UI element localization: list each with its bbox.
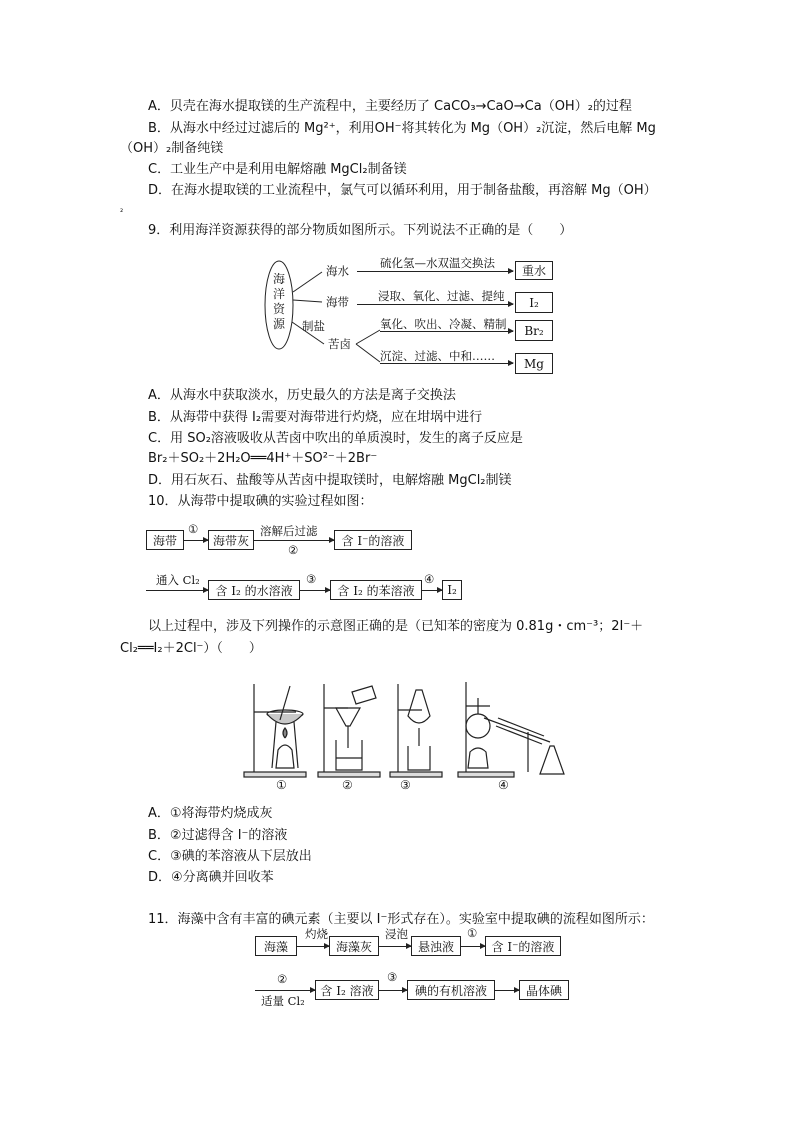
- q9-option-d: D．用石灰石、盐酸等从苦卤中提取镁时，电解熔融 MgCl₂制镁: [148, 473, 512, 488]
- q9-salt-making-label: 制盐: [302, 319, 325, 333]
- q11-flow1-step2: 浸泡: [385, 927, 408, 941]
- q9-route1-arrow: [357, 271, 513, 272]
- q10-flow-row2: [146, 572, 466, 604]
- q11-flow2-lead-bottom: 适量 Cl₂: [261, 994, 305, 1008]
- q10-apparatus-label-2: ②: [342, 778, 353, 792]
- q11-flow1-box1: 海藻: [255, 936, 297, 956]
- q11-flow2-arrow2: [495, 990, 519, 991]
- q8-option-d-line1: D．在海水提取镁的工业流程中，氯气可以循环利用，用于制备盐酸，再溶解 Mg（OH）: [148, 183, 657, 198]
- q9-route3-label: 氧化、吹出、冷凝、精制: [380, 317, 507, 331]
- q11-flow2-box1: 含 I₂ 溶液: [315, 980, 379, 1000]
- q9-source-label: 海洋资源: [272, 272, 285, 331]
- q10-flow2-step3: ③: [306, 572, 317, 586]
- q10-apparatus-drawing: [240, 676, 570, 794]
- q10-flow2-arrow2: [422, 590, 442, 591]
- q10-flow2-lead: 通入 Cl₂: [156, 573, 200, 587]
- q9-route2-label: 浸取、氧化、过滤、提纯: [378, 289, 505, 303]
- q9-option-c-line2: Br₂＋SO₂＋2H₂O══4H⁺＋SO²⁻＋2Br⁻: [148, 451, 378, 466]
- q10-flow1-box2: 海带灰: [208, 530, 254, 550]
- q9-option-c-line1: C．用 SO₂溶液吸收从苦卤中吹出的单质溴时，发生的离子反应是: [148, 431, 523, 446]
- q9-route4-label: 沉淀、过滤、中和……: [380, 349, 495, 363]
- q11-flow-row2: [255, 972, 575, 1008]
- q11-flow1-arrow3: [461, 946, 485, 947]
- q10-question-line2: Cl₂══I₂＋2Cl⁻）（ ）: [120, 641, 262, 656]
- q9-brine-label: 苦卤: [328, 337, 351, 351]
- q11-flow1-box4: 含 I⁻的溶液: [485, 936, 561, 956]
- q10-option-a: A．①将海带灼烧成灰: [148, 806, 273, 821]
- q8-option-b-line2: （OH）₂制备纯镁: [120, 141, 224, 156]
- q9-product4-box: Mg: [515, 353, 553, 374]
- q10-flow2-step4: ④: [424, 572, 435, 586]
- q11-flow2-box3: 晶体碘: [519, 980, 569, 1000]
- q9-product2-box: I₂: [515, 292, 553, 313]
- q10-stem: 10．从海带中提取碘的实验过程如图：: [148, 494, 373, 509]
- q11-flow1-step1: 灼烧: [305, 927, 328, 941]
- q9-product1-box: 重水: [515, 261, 553, 280]
- q11-flow2-arrow0: [255, 990, 315, 991]
- q11-flow1-box2: 海藻灰: [329, 936, 379, 956]
- q10-apparatus-label-1: ①: [276, 778, 287, 792]
- q11-flow2-box2: 碘的有机溶液: [407, 980, 495, 1000]
- q10-flow2-box3: I₂: [442, 580, 462, 600]
- q9-kelp-label: 海带: [326, 295, 349, 309]
- q9-option-a: A．从海水中获取淡水，历史最久的方法是离子交换法: [148, 388, 456, 403]
- q8-option-c: C．工业生产中是利用电解熔融 MgCl₂制备镁: [148, 162, 407, 177]
- q10-apparatus-figure: [240, 676, 570, 794]
- q10-question-line1: 以上过程中，涉及下列操作的示意图正确的是（已知苯的密度为 0.81g・cm⁻³；2I⁻＋: [148, 619, 644, 634]
- q10-flow1-step2-bottom: ②: [288, 543, 299, 557]
- q10-flow2-arrow0: [146, 590, 208, 591]
- q11-flow1-step3: ①: [467, 926, 478, 940]
- q11-stem: 11．海藻中含有丰富的碘元素（主要以 I⁻形式存在）。实验室中提取碘的流程如图所示：: [148, 912, 654, 927]
- q10-option-d: D．④分离碘并回收苯: [148, 870, 274, 885]
- q10-option-c: C．③碘的苯溶液从下层放出: [148, 849, 312, 864]
- q10-flow1-arrow2: [254, 540, 334, 541]
- q9-route2-arrow: [357, 304, 513, 305]
- q11-flow1-arrow2: [379, 946, 411, 947]
- q9-product3-box: Br₂: [515, 320, 553, 341]
- q10-flow2-arrow1: [300, 590, 330, 591]
- q11-flow2-lead-top: ②: [277, 972, 288, 986]
- q11-flow2-arrow1: [379, 990, 407, 991]
- q11-flow1-arrow1: [297, 946, 329, 947]
- q11-flow1-box3: 悬浊液: [411, 936, 461, 956]
- q9-stem: 9．利用海洋资源获得的部分物质如图所示。下列说法不正确的是（ ）: [148, 223, 573, 238]
- q8-option-d-line2: ₂: [120, 205, 124, 214]
- q10-flow-row1: [146, 522, 426, 562]
- q10-flow1-step2-top: 溶解后过滤: [260, 524, 318, 538]
- q8-option-a: A．贝壳在海水提取镁的生产流程中，主要经历了 CaCO₃→CaO→Ca（OH）₂的过程: [148, 99, 632, 114]
- q9-diagram: [262, 252, 562, 380]
- q10-option-b: B．②过滤得含 I⁻的溶液: [148, 828, 288, 843]
- q10-flow1-step1: ①: [188, 522, 199, 536]
- q11-flow-row1: [255, 926, 565, 960]
- q10-flow2-box2: 含 I₂ 的苯溶液: [330, 580, 422, 600]
- q11-flow2-step: ③: [387, 970, 398, 984]
- q10-flow1-box3: 含 I⁻的溶液: [334, 530, 412, 550]
- q9-route1-label: 硫化氢—水双温交换法: [380, 256, 495, 270]
- q9-option-b: B．从海带中获得 I₂需要对海带进行灼烧，应在坩埚中进行: [148, 410, 483, 425]
- q10-apparatus-label-3: ③: [400, 778, 411, 792]
- q10-flow2-box1: 含 I₂ 的水溶液: [208, 580, 300, 600]
- q10-flow1-arrow1: [184, 540, 208, 541]
- q9-route3-arrow: [380, 331, 513, 332]
- q8-option-b-line1: B．从海水中经过过滤后的 Mg²⁺，利用OH⁻将其转化为 Mg（OH）₂沉淀，然后电解 Mg: [148, 121, 656, 136]
- q9-seawater-label: 海水: [326, 264, 349, 278]
- q10-flow1-box1: 海带: [146, 530, 184, 550]
- q9-route4-arrow: [380, 363, 513, 364]
- q10-apparatus-label-4: ④: [498, 778, 509, 792]
